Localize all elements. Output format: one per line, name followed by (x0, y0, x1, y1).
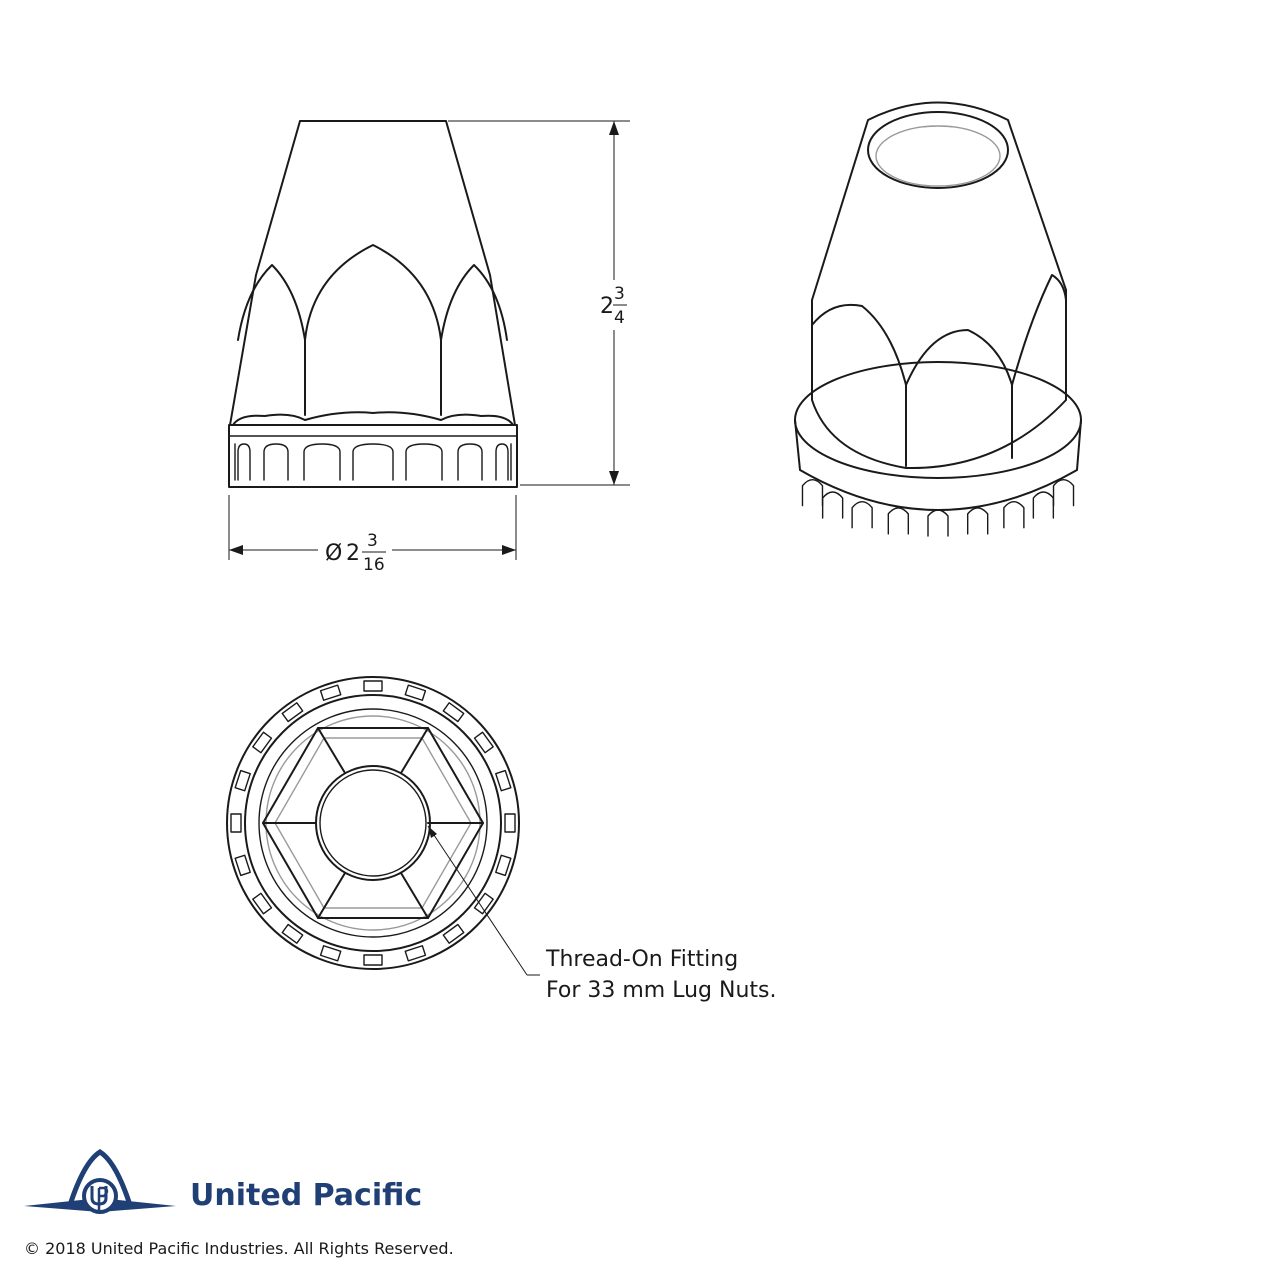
ring-tooth (405, 685, 425, 700)
copyright-text: © 2018 United Pacific Industries. All Rights Reserved. (24, 1239, 454, 1258)
ring-tooth (321, 685, 341, 700)
ring-tooth (496, 855, 511, 875)
ring-tooth (235, 855, 250, 875)
ring-tooth (231, 814, 241, 832)
front-base-ribs (235, 444, 511, 480)
iso-rib (1004, 502, 1024, 528)
ring-tooth (505, 814, 515, 832)
diameter-numerator: 3 (367, 531, 378, 551)
ring-tooth (364, 955, 382, 965)
iso-rib (1054, 480, 1074, 506)
ring-tooth (405, 946, 425, 961)
united-pacific-logo (24, 1152, 176, 1212)
base-rib (304, 444, 340, 480)
base-rib (353, 444, 393, 480)
bottom-view (227, 677, 540, 975)
height-denominator: 4 (614, 308, 625, 328)
fitting-callout (546, 944, 776, 1006)
base-rib (264, 444, 288, 480)
iso-rib (1033, 492, 1053, 518)
brand-name: United Pacific (190, 1178, 423, 1213)
diameter-symbol: Ø (325, 541, 343, 566)
isometric-view (795, 103, 1081, 537)
base-rib (458, 444, 482, 480)
diameter-whole: 2 (346, 541, 360, 566)
callout-line-1: Thread-On Fitting (546, 947, 739, 972)
iso-rib (823, 492, 843, 518)
diameter-dimension (229, 495, 516, 575)
iso-rib (802, 480, 822, 506)
ring-tooth (364, 681, 382, 691)
iso-rib (968, 508, 988, 534)
diameter-denominator: 16 (363, 555, 385, 575)
front-view (229, 121, 517, 487)
ring-tooth (321, 946, 341, 961)
iso-base-ribs (802, 480, 1073, 536)
iso-rib (928, 510, 948, 536)
height-whole: 2 (600, 294, 614, 319)
base-rib (238, 444, 250, 480)
iso-rib (852, 502, 872, 528)
height-numerator: 3 (614, 284, 625, 304)
ring-tooth (496, 771, 511, 791)
base-rib (406, 444, 442, 480)
iso-rib (888, 508, 908, 534)
base-rib (496, 444, 508, 480)
callout-line-2: For 33 mm Lug Nuts. (546, 978, 777, 1003)
ring-tooth (235, 771, 250, 791)
height-dimension (448, 121, 632, 485)
